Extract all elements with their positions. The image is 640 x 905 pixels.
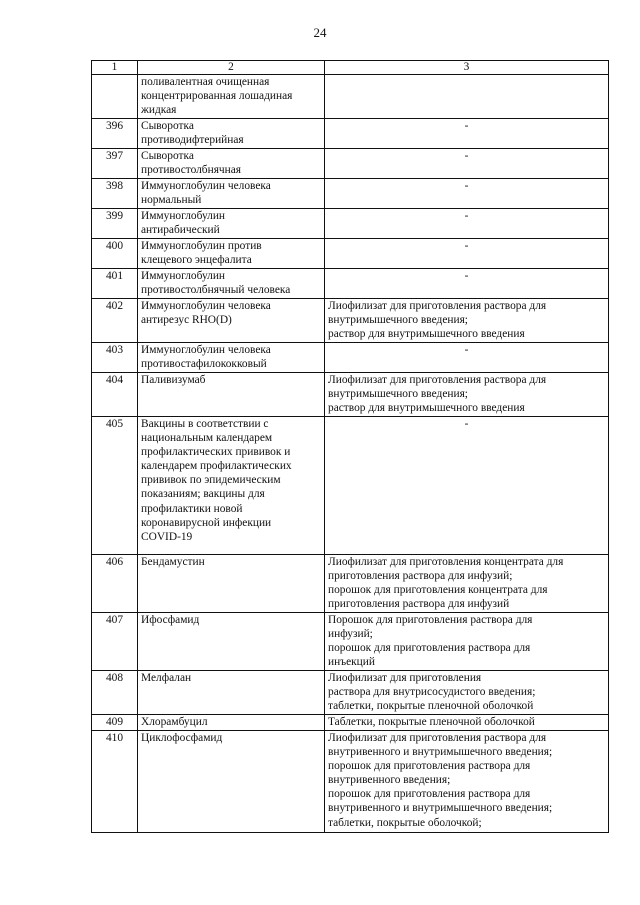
medicine-name-line: противостолбнячная [141, 164, 242, 177]
dosage-form-line: Лиофилизат для приготовления раствора для [328, 300, 547, 312]
row-number: 405 [92, 417, 138, 555]
table-row [92, 149, 609, 179]
dosage-forms [325, 239, 609, 269]
table-row [92, 299, 609, 343]
table-row [92, 715, 609, 731]
dosage-forms [325, 209, 609, 239]
medicine-name-line: противостафилококковый [141, 358, 267, 371]
dosage-form-line: - [464, 120, 469, 132]
dosage-forms [325, 119, 609, 149]
dosage-forms [325, 671, 609, 715]
medicine-name [138, 613, 325, 671]
medicine-name-line: COVID-19 [141, 530, 193, 543]
medicine-name-line: концентрированная лошадиная [141, 90, 293, 103]
dosage-form-line: Лиофилизат для приготовления раствора для [328, 732, 547, 744]
dosage-form-line: - [464, 344, 469, 356]
medicine-name-line: профилактических прививок и [141, 446, 291, 459]
medicine-name [138, 209, 325, 239]
table-row [92, 555, 609, 613]
dosage-form-line: Лиофилизат для приготовления раствора для [328, 374, 547, 386]
table-row [92, 671, 609, 715]
dosage-form-line: инъекций [328, 656, 375, 669]
medicine-name-line: Мелфалан [141, 672, 192, 684]
dosage-form-line: - [464, 150, 469, 162]
dosage-form-line: внутривенного и внутримышечного введения; [328, 802, 553, 815]
medicine-name-line: Сыворотка [141, 120, 194, 132]
medicine-name [138, 417, 325, 555]
dosage-form-line: - [464, 418, 469, 430]
medicine-name [138, 555, 325, 613]
table-row [92, 269, 609, 299]
table-row [92, 239, 609, 269]
dosage-form-line: внутривенного и внутримышечного введения; [328, 746, 553, 759]
medicine-name-line: противодифтерийная [141, 134, 244, 147]
dosage-forms [325, 343, 609, 373]
medicine-name-line: прививок по эпидемическим [141, 474, 281, 487]
row-number: 398 [92, 179, 138, 209]
dosage-form-line: Лиофилизат для приготовления [328, 672, 482, 684]
page-number: 24 [313, 25, 327, 40]
dosage-form-line: - [464, 180, 469, 192]
row-number: 404 [92, 373, 138, 417]
medicine-name-line: Иммуноглобулин человека [141, 344, 271, 356]
medicine-name [138, 731, 325, 833]
row-number: 406 [92, 555, 138, 613]
medicine-name-line: Паливизумаб [141, 374, 206, 386]
medicine-name-line: календарем профилактических [141, 460, 292, 473]
medicine-name [138, 715, 325, 731]
dosage-forms [325, 179, 609, 209]
medicine-name [138, 373, 325, 417]
table-row [92, 613, 609, 671]
header-col-2: 2 [138, 61, 325, 75]
medicine-name-line: Иммуноглобулин человека [141, 300, 271, 312]
medicine-name-line: жидкая [141, 104, 177, 117]
medicine-name-line: Иммуноглобулин против [141, 240, 262, 252]
dosage-form-line: порошок для приготовления раствора для [328, 788, 531, 801]
medicine-name [138, 343, 325, 373]
medicine-name-line: национальным календарем [141, 432, 273, 445]
row-number: 409 [92, 715, 138, 731]
medicine-name-line: клещевого энцефалита [141, 254, 252, 267]
table-row [92, 343, 609, 373]
dosage-form-line: таблетки, покрытые пленочной оболочкой [328, 700, 534, 713]
dosage-forms [325, 149, 609, 179]
row-number: 403 [92, 343, 138, 373]
medicine-name [138, 149, 325, 179]
row-number: 408 [92, 671, 138, 715]
row-number: 400 [92, 239, 138, 269]
medicine-name-line: Иммуноглобулин человека [141, 180, 271, 192]
dosage-form-line: таблетки, покрытые оболочкой; [328, 816, 482, 829]
header-col-3: 3 [325, 61, 609, 75]
table-row [92, 209, 609, 239]
medicine-name-line: Хлорамбуцил [141, 716, 208, 728]
header-row [92, 61, 609, 75]
medicine-name-line: Циклофосфамид [141, 732, 223, 744]
medicine-name-line: Сыворотка [141, 150, 194, 162]
dosage-form-line: внутривенного введения; [328, 774, 451, 787]
row-number [92, 75, 138, 119]
dosage-form-line: Таблетки, покрытые пленочной оболочкой [328, 716, 535, 728]
row-number: 396 [92, 119, 138, 149]
medicine-name-line: профилактики новой [141, 502, 243, 515]
row-number: 401 [92, 269, 138, 299]
row-number: 407 [92, 613, 138, 671]
medicine-name-line: антирезус RHO(D) [141, 314, 232, 327]
dosage-form-line: раствор для внутримышечного введения [328, 402, 525, 415]
table-body [92, 75, 609, 833]
dosage-form-line: приготовления раствора для инфузий; [328, 570, 513, 583]
dosage-forms [325, 715, 609, 731]
dosage-form-line: инфузий; [328, 628, 373, 641]
table-row [92, 179, 609, 209]
dosage-form-line: порошок для приготовления раствора для [328, 642, 531, 655]
dosage-form-line: порошок для приготовления концентрата для [328, 584, 548, 597]
dosage-form-line: раствор для внутримышечного введения [328, 328, 525, 341]
medicine-name [138, 119, 325, 149]
medicine-name [138, 239, 325, 269]
medicine-name-line: Ифосфамид [141, 614, 200, 626]
medicine-name [138, 75, 325, 119]
dosage-form-line: раствора для внутрисосудистого введения; [328, 686, 536, 699]
dosage-forms [325, 75, 609, 119]
table-row [92, 119, 609, 149]
dosage-forms [325, 417, 609, 555]
medicine-name-line: нормальный [141, 194, 202, 207]
row-number: 410 [92, 731, 138, 833]
medicine-name-line: поливалентная очищенная [141, 76, 270, 88]
medicine-name-line: противостолбнячный человека [141, 284, 291, 297]
dosage-forms [325, 299, 609, 343]
row-number: 397 [92, 149, 138, 179]
dosage-form-line: порошок для приготовления раствора для [328, 760, 531, 773]
dosage-forms [325, 269, 609, 299]
dosage-form-line: Лиофилизат для приготовления концентрата для [328, 556, 564, 568]
dosage-form-line: Порошок для приготовления раствора для [328, 614, 533, 626]
medicine-name-line: Вакцины в соответствии с [141, 418, 269, 430]
medicine-name [138, 269, 325, 299]
medicine-name-line: коронавирусной инфекции [141, 516, 272, 529]
medicine-name-line: Иммуноглобулин [141, 270, 226, 282]
header-col-1: 1 [92, 61, 138, 75]
dosage-form-line: внутримышечного введения; [328, 388, 468, 401]
medicine-name [138, 179, 325, 209]
medicine-name-line: Бендамустин [141, 556, 205, 568]
row-number: 402 [92, 299, 138, 343]
medicine-name-line: антирабический [141, 224, 220, 237]
dosage-form-line: - [464, 240, 469, 252]
table-row [92, 417, 609, 555]
dosage-form-line: внутримышечного введения; [328, 314, 468, 327]
medicine-name-line: Иммуноглобулин [141, 210, 226, 222]
table-row [92, 373, 609, 417]
medicine-name-line: показаниям; вакцины для [141, 488, 265, 501]
dosage-form-line: - [464, 270, 469, 282]
dosage-form-line: приготовления раствора для инфузий [328, 598, 510, 611]
dosage-forms [325, 555, 609, 613]
table-row [92, 731, 609, 833]
row-number: 399 [92, 209, 138, 239]
dosage-form-line: - [464, 210, 469, 222]
dosage-forms [325, 373, 609, 417]
dosage-forms [325, 731, 609, 833]
table-row [92, 75, 609, 119]
dosage-forms [325, 613, 609, 671]
medicines-table [91, 60, 609, 833]
medicine-name [138, 299, 325, 343]
medicine-name [138, 671, 325, 715]
